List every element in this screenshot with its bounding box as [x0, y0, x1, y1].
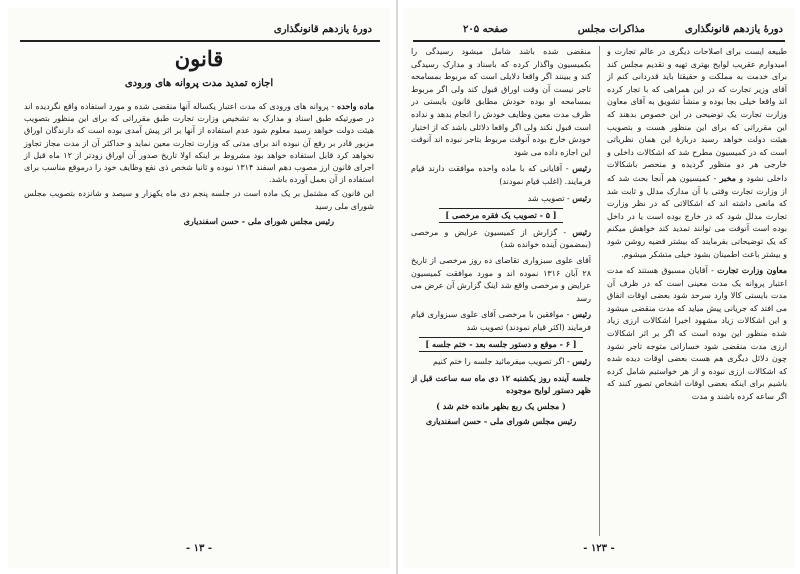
section-heading-6 — [411, 337, 591, 352]
article-text: - پروانه های ورودی که مدت اعتبار یکساله آنها منقضی شده و مورد استفاده واقع نگردیده اند در صورتیکه طبق اسناد و مدارک به تشخیص وزارت تجارت طبق مقرراتی که برای این منظور بتصویب هیئت دولت خواهد رسید معلوم شود عدم استفاده از آنها بر اثر پیش آمدی بوده است که دارندگان اوراق مزبور قادر بر رفع آن نبوده اند برای مدتی که وزارت تجارت معین نماید و حداکثر آن از مدت مجاز تجاوز نخواهد کرد قابل استفاده خواهد بود مشروط بر اینکه اولا تاریخ صدور آن اوراق زودتر از ۱۲ ماه قبل از اجرای قانون ارز مصوب دهم اسفند ۱۳۱۴ نبوده و ثانیا شخص ذی نفع وظایف خود را درموقع مناسب برای استفاده از آن بعمل آورده باشد. — [24, 102, 374, 185]
left-header-rule — [20, 40, 380, 42]
next-session-notice: جلسه آینده روز یکشنبه ۱۲ دی ماه سه ساعت قبل از ظهر دستور لوایح موجوده — [411, 372, 591, 396]
left-column — [411, 46, 591, 534]
report-text: - گزارش از کمیسیون عرایض و مرخصی (بمضمون آینده خوانده شد) — [411, 227, 591, 250]
deputy-minister-text: - آقایان مسبوق هستند که مدت اعتبار پروانه یک مدت معینی است که در ظرف آن مدت بایستی کالا وارد سرحد شود بعضی اوقات اتفاق می افتد که جریانی پیش میاید که مدت منقضی میشود و این اشکالات زیاد مشهود اخیرا اشکالات ارزی زیاد شده منظور این بوده است که اگر بر اثر اشکالات ارزی مدت منقضی شود خساراتی متوجه تاجر نشود چون دلائل دیگری هم هست بعضی اوقات دیده شده که اشکالات ارزی نبوده و از هر خواستیم شامل کرده باشیم برای اینکه بعضی اوقات اشخاص تصور کنند که اگر ساعه کرده باشند و مدت — [607, 266, 787, 402]
speaker-label-5: رئیس — [572, 356, 591, 367]
right-col-para-2 — [607, 264, 787, 404]
law-subtitle: اجازه تمدید مدت پروانه های ورودی — [124, 78, 274, 89]
law-body — [24, 100, 374, 229]
right-col-para-1 — [607, 46, 787, 261]
left-signature: رئیس مجلس شورای ملی - حسن اسفندیاری — [183, 215, 334, 226]
adjourn-text: - اگر تصویب میفرمائید جلسه را ختم کنیم — [432, 357, 570, 367]
left-col-para-6 — [411, 308, 591, 334]
heading-leave-approval: [ ۵ - تصویب یک فقره مرخصی ] — [439, 208, 562, 223]
right-running-head: دورهٔ یازدهم قانونگذاری — [684, 24, 783, 35]
speaker-label-1: رئیس — [572, 163, 591, 174]
right-signature: رئیس مجلس شورای ملی - حسن اسفندیاری — [425, 416, 577, 427]
leave-vote-text: - موافقین با مرخصی آقای علوی سبزواری قیام فرمایند (اکثر قیام نمودند) تصویب شد — [411, 310, 591, 332]
left-col-para-2 — [411, 162, 591, 188]
right-col-text-1: طبیعه ایست برای اصلاحات دیگری در عالم تجارت و امیدوارم عقریب لوایح بهتری تهیه و تقدیم مجلس کند برای خدمت به مملکت و حقیقتا باید قدردانی کنم از آقای وزیر تجارت که در این همراهی که با تجار کرده اند واقعا خیلی بجا بوده و منشأ تشویق به آقای معاون وزارت تجارت یک توضیحی در این خصوص بدهند که این مقرراتی که برای این منظور هست و بتصویب هیئت دولت خواهد رسید دربارهٔ این همان نظریاتی است که در کمیسیون مطرح شد که اشکالات داخلی و خارجی هر دو منظور گردیده و منحصر باشکالات داخلی نشود و — [607, 47, 787, 183]
left-page — [8, 8, 390, 568]
book-gutter — [396, 0, 398, 574]
deputy-minister-label: معاون وزارت تجارت — [717, 265, 787, 276]
left-page-number: - ۱۳ - — [185, 543, 213, 554]
right-header-rule — [413, 40, 785, 42]
vote-text: - آقایانی که با ماده واحده موافقت دارند قیام فرمایند. (اغلب قیام نمودند) — [411, 164, 591, 186]
column-divider — [599, 46, 600, 536]
closing-text: این قانون که مشتمل بر یک ماده است در جلسه پنجم دی ماه یکهزار و سیصد و شانزده بتصویب مجلس شورای ملی رسید — [24, 189, 374, 211]
right-page-number: - ۱۲۳ - — [583, 543, 615, 554]
section-heading-5 — [411, 208, 591, 223]
left-col-para-7 — [411, 355, 591, 369]
right-col-text-1-tail: - کمیسیون هم آنجا بحث شد که از وزارت تجارت وقتی با آن مدارک مدلل و ثابت شد که مانعی داشته اند که اشکالاتی که در نظر وزارت تجارت مدلل شود که در خارج بوده است یا در داخل بوده است آنوقت می توانند تمدید کند خواهش میکنم که یک توضیحاتی بفرمایند که بیشتر قضیه روشن شود و بیشتر باعث اطمینان بشود خیلی متشکر میشوم. — [607, 173, 787, 259]
heading-next-session: [ ۶ - موقع و دستور جلسه بعد - ختم جلسه ] — [419, 337, 582, 352]
right-running-head-center: مذاکرات مجلس — [577, 24, 645, 35]
article-paragraph — [24, 100, 374, 186]
left-col-para-3 — [411, 192, 591, 206]
speaker-label-2: رئیس — [572, 192, 591, 203]
law-title: قانون — [174, 46, 224, 71]
left-col-para-1: منقضی شده باشد شامل میشود رسیدگی را بکمیسیون واگذار کرده که باسناد و مدارک رسیدگی کند و ببینند اگر واقعا دلایلی است که مربوط بمسامحه تاجر نیست آن وقت اوراق قبول کند ولی اگر مربوط بمسامحه او بوده خودش مطابق قانون بایستی در ظرف مدت معین وظایف خودش را انجام بدهد و نداده است قبول نکند ولی اگر واقعا دلائلی باشد که از اختیار خودش خارج بوده آنوقت مربوط بتاجر نبوده اند آنوقت این اجازه داده می شود — [411, 47, 591, 157]
right-page — [403, 8, 795, 568]
closing-paragraph — [24, 188, 374, 212]
approved-text: - تصویب شد — [527, 193, 570, 203]
reporter-label: مخبر — [719, 172, 736, 183]
right-page-label: صفحه ۲۰۵ — [463, 24, 508, 35]
session-closed-note: ( مجلس یک ربع بظهر مانده ختم شد ) — [436, 400, 566, 411]
right-column — [607, 46, 787, 534]
speaker-label-3: رئیس — [572, 226, 591, 237]
article-label: ماده واحده — [337, 101, 375, 111]
left-col-para-4 — [411, 226, 591, 252]
speaker-label-4: رئیس — [572, 309, 591, 320]
left-col-para-5: آقای علوی سبزواری تقاضای ده روز مرخصی از تاریخ ۲۸ آبان ۱۳۱۶ نموده اند و مورد موافقت کمیسیون عرایض و مرخصی واقع شد اینک گزارش آن عرض می رسد — [411, 255, 591, 303]
left-running-head: دورهٔ یازدهم قانونگذاری — [273, 24, 372, 35]
